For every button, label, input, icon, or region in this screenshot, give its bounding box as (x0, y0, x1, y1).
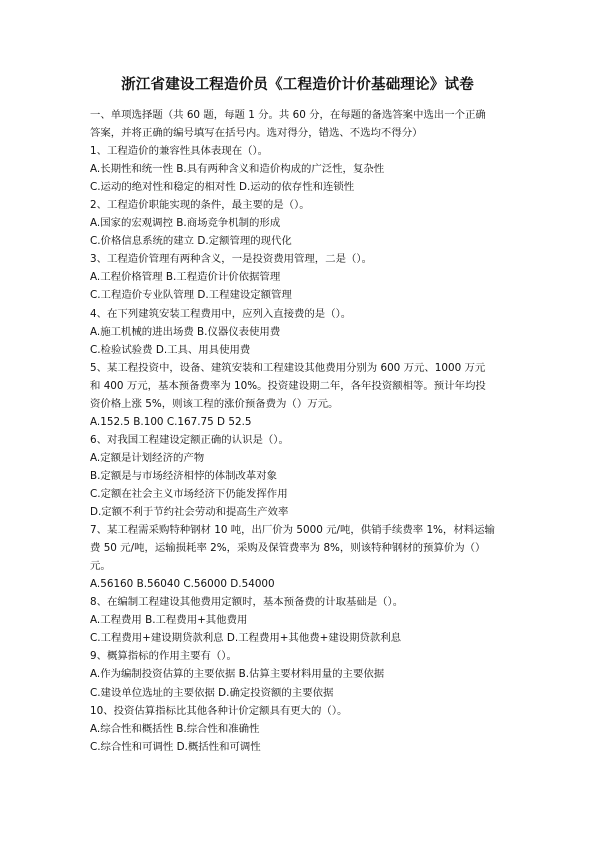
page-title: 浙江省建设工程造价员《工程造价计价基础理论》试卷 (121, 77, 474, 93)
text-line: 答案，并将正确的编号填写在括号内。选对得分，错选、不选均不得分） (90, 127, 423, 140)
text-line: 6、对我国工程建设定额正确的认识是（）。 (90, 433, 289, 446)
text-line: 9、概算指标的作用主要有（）。 (90, 650, 237, 663)
text-line: 1、工程造价的兼容性具体表现在（）。 (90, 145, 269, 158)
text-line: 和 400 万元，基本预备费率为 10%。投资建设期二年，各年投资额相等。预计年均投 (90, 379, 486, 392)
text-line: 资价格上涨 5%，则该工程的涨价预备费为（）万元。 (90, 397, 339, 410)
text-line: 8、在编制工程建设其他费用定额时，基本预备费的计取基础是（）。 (90, 596, 404, 609)
text-line: A.综合性和概括性 B.综合性和准确性 (90, 722, 260, 735)
text-line: C.价格信息系统的建立 D.定额管理的现代化 (90, 235, 292, 248)
text-line: A.定额是计划经济的产物 (90, 451, 205, 464)
text-line: C.综合性和可调性 D.概括性和可调性 (90, 740, 261, 753)
text-line: C.定额在社会主义市场经济下仍能发挥作用 (90, 487, 288, 500)
text-line: A.工程费用 B.工程费用+其他费用 (90, 614, 248, 627)
text-line: A.长期性和统一性 B.具有两种含义和造价构成的广泛性，复杂性 (90, 163, 385, 176)
text-line: 元。 (90, 560, 111, 573)
text-line: C.检验试验费 D.工具、用具使用费 (90, 343, 251, 356)
text-line: C.工程费用+建设期贷款利息 D.工程费用+其他费+建设期贷款利息 (90, 632, 402, 645)
text-line: 2、工程造价职能实现的条件，最主要的是（）。 (90, 199, 310, 212)
text-line: A.56160 B.56040 C.56000 D.54000 (90, 578, 275, 591)
text-line: 5、某工程投资中，设备、建筑安装和工程建设其他费用分别为 600 万元、1000 万元 (90, 361, 486, 374)
text-line: 7、某工程需采购特种钢材 10 吨，出厂价为 5000 元/吨，供销手续费率 1%，材料运输 (90, 524, 495, 537)
text-line: A.国家的宏观调控 B.商场竞争机制的形成 (90, 217, 281, 230)
text-line: C.运动的绝对性和稳定的相对性 D.运动的依存性和连锁性 (90, 181, 355, 194)
text-line: C.工程造价专业队管理 D.工程建设定额管理 (90, 289, 292, 302)
text-line: A.152.5 B.100 C.167.75 D 52.5 (90, 415, 252, 428)
text-line: 4、在下列建筑安装工程费用中，应列入直接费的是（）。 (90, 307, 352, 320)
text-line: A.工程价格管理 B.工程造价计价依据管理 (90, 271, 281, 284)
exam-body (90, 106, 535, 756)
text-line: A.施工机械的进出场费 B.仪器仪表使用费 (90, 325, 281, 338)
text-line: A.作为编制投资估算的主要依据 B.估算主要材料用量的主要依据 (90, 668, 385, 681)
text-line: 费 50 元/吨，运输损耗率 2%，采购及保管费率为 8%，则该特种钢材的预算价为（） (90, 542, 486, 555)
text-line: C.建设单位选址的主要依据 D.确定投资额的主要依据 (90, 686, 334, 699)
text-line: 一、单项选择题（共 60 题，每题 1 分。共 60 分，在每题的备选答案中选出一个正确 (90, 109, 486, 121)
text-line: 3、工程造价管理有两种含义，一是投资费用管理，二是（）。 (90, 253, 372, 266)
text-line: 10、投资估算指标比其他各种计价定额具有更大的（）。 (90, 704, 348, 717)
text-line: D.定额不利于节约社会劳动和提高生产效率 (90, 506, 289, 519)
text-line: B.定额是与市场经济相悖的体制改革对象 (90, 469, 278, 482)
